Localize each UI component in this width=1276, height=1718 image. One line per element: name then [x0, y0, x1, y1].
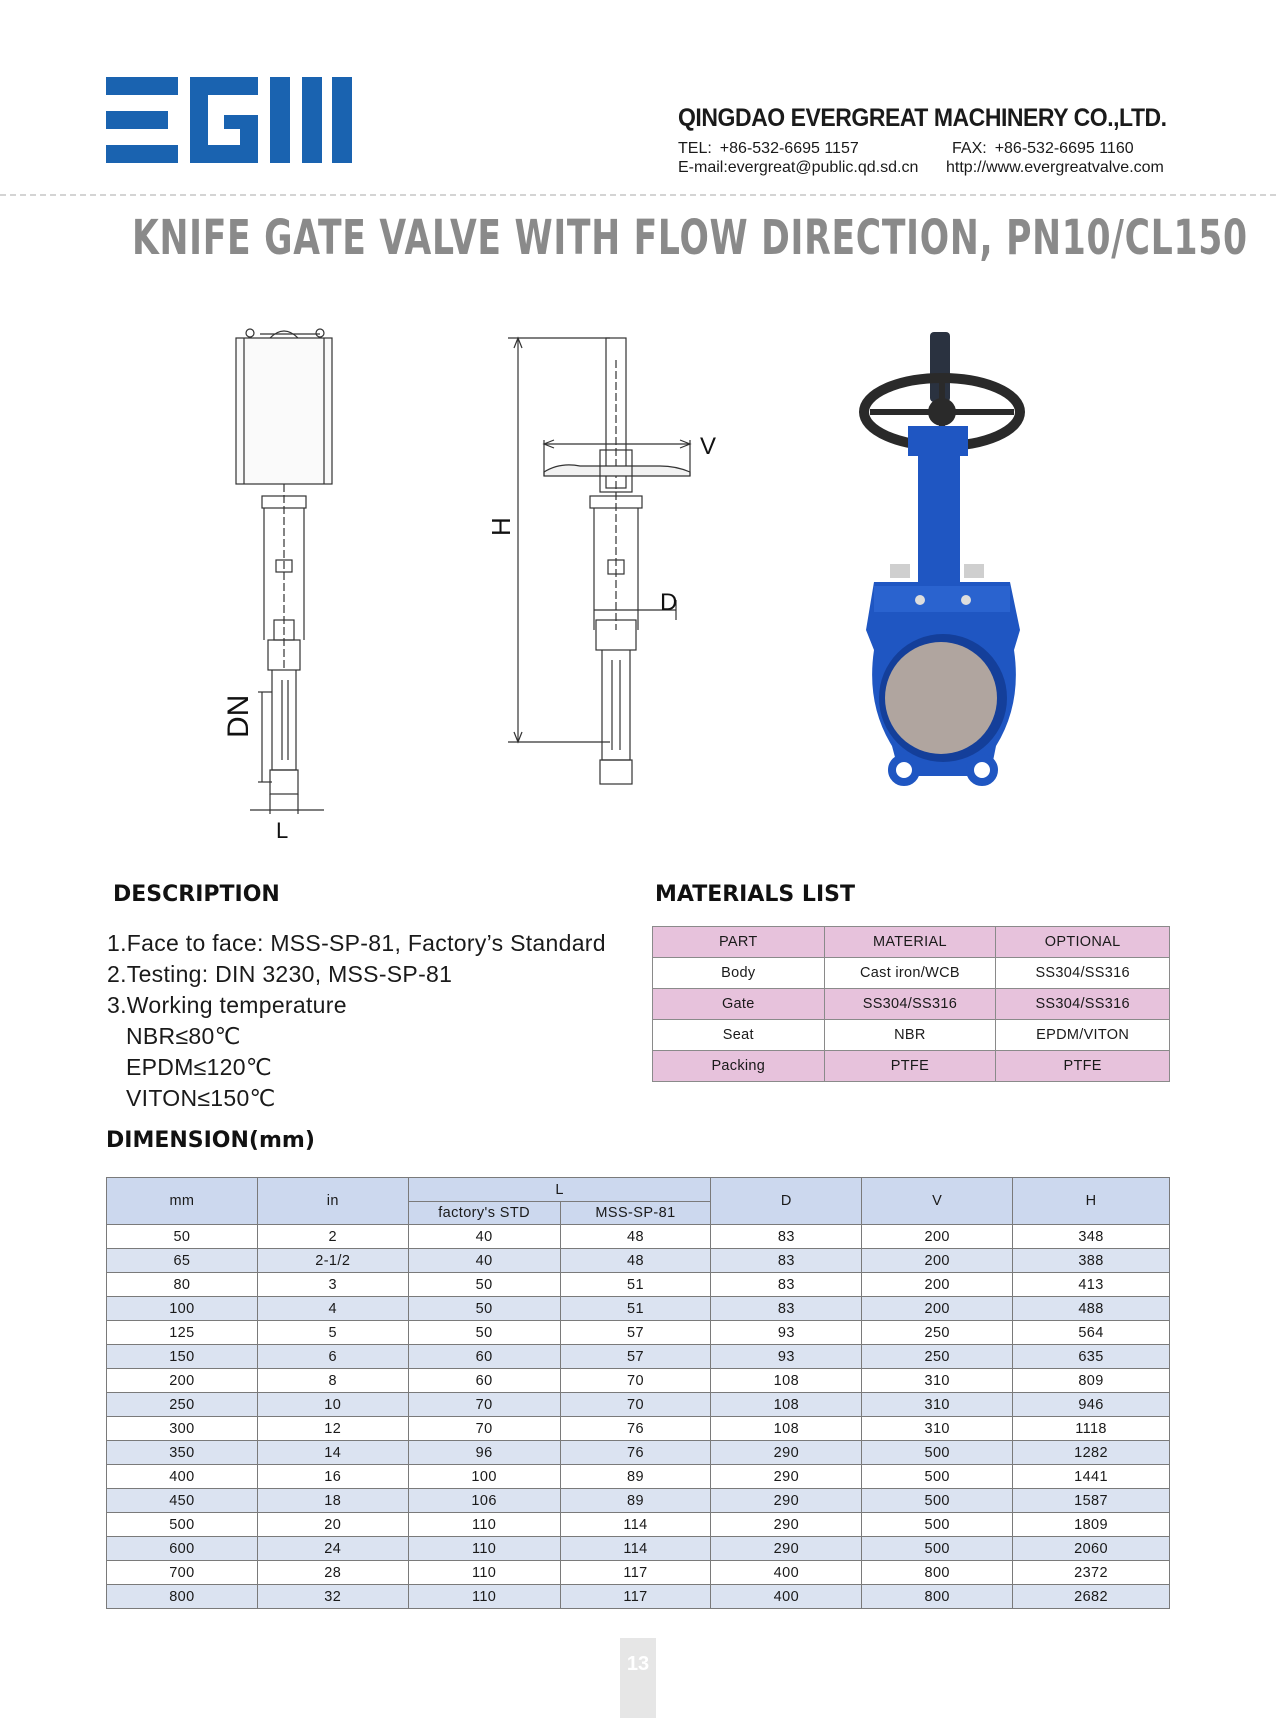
table-cell: EPDM/VITON — [996, 1020, 1170, 1051]
table-cell: 125 — [107, 1321, 258, 1345]
table-row — [107, 1513, 1170, 1537]
table-cell: 83 — [711, 1225, 862, 1249]
table-cell: 1587 — [1013, 1489, 1170, 1513]
table-cell: 100 — [408, 1465, 560, 1489]
table-cell: 51 — [560, 1297, 711, 1321]
table-cell: 310 — [862, 1369, 1013, 1393]
table-cell: 635 — [1013, 1345, 1170, 1369]
table-cell: 50 — [408, 1321, 560, 1345]
tel-number: +86-532-6695 1157 — [719, 140, 859, 157]
website-link[interactable]: http://www.evergreatvalve.com — [946, 159, 1164, 176]
materials-table — [652, 926, 1170, 1082]
header-cell: MATERIAL — [824, 927, 996, 958]
table-row — [107, 1441, 1170, 1465]
table-cell: 2 — [257, 1225, 408, 1249]
d-label: D — [660, 589, 678, 616]
table-cell: 93 — [711, 1321, 862, 1345]
table-cell: 8 — [257, 1369, 408, 1393]
table-cell: 48 — [560, 1249, 711, 1273]
table-cell: 500 — [107, 1513, 258, 1537]
dimension-table — [106, 1177, 1170, 1609]
table-cell: 28 — [257, 1561, 408, 1585]
table-cell: 12 — [257, 1417, 408, 1441]
table-cell: 1282 — [1013, 1441, 1170, 1465]
table-cell: 350 — [107, 1441, 258, 1465]
table-cell: 106 — [408, 1489, 560, 1513]
table-cell: 114 — [560, 1537, 711, 1561]
table-cell: 76 — [560, 1441, 711, 1465]
page-title: KNIFE GATE VALVE WITH FLOW DIRECTION, PN10/CL150 — [132, 210, 1248, 266]
table-cell: 51 — [560, 1273, 711, 1297]
description-line: EPDM≤120℃ — [126, 1054, 272, 1080]
table-cell: 200 — [862, 1273, 1013, 1297]
table-cell: 2372 — [1013, 1561, 1170, 1585]
table-cell: 290 — [711, 1513, 862, 1537]
table-cell: 50 — [408, 1273, 560, 1297]
table-cell: PTFE — [996, 1051, 1170, 1082]
table-cell: 110 — [408, 1585, 560, 1609]
h-label: H — [486, 517, 516, 536]
materials-heading: MATERIALS LIST — [655, 882, 855, 907]
table-cell: 310 — [862, 1417, 1013, 1441]
table-cell: 20 — [257, 1513, 408, 1537]
email-link[interactable]: E-mail:evergreat@public.qd.sd.cn — [678, 159, 919, 176]
description-line: 1.Face to face: MSS-SP-81, Factory’s Standard — [107, 930, 606, 956]
header-cell: in — [257, 1178, 408, 1225]
table-row — [107, 1393, 1170, 1417]
table-row — [107, 1537, 1170, 1561]
table-cell: 290 — [711, 1465, 862, 1489]
table-cell: 1441 — [1013, 1465, 1170, 1489]
table-cell: 2060 — [1013, 1537, 1170, 1561]
table-row — [107, 1465, 1170, 1489]
fax-line — [952, 140, 1134, 158]
table-cell: 16 — [257, 1465, 408, 1489]
table-cell: 57 — [560, 1345, 711, 1369]
v-label: V — [700, 433, 717, 460]
table-cell: 10 — [257, 1393, 408, 1417]
fax-label: FAX: — [952, 140, 987, 157]
table-cell: 500 — [862, 1465, 1013, 1489]
header-cell: mm — [107, 1178, 258, 1225]
table-cell: Seat — [653, 1020, 825, 1051]
table-cell: 50 — [408, 1297, 560, 1321]
table-cell: 500 — [862, 1441, 1013, 1465]
table-cell: 70 — [408, 1393, 560, 1417]
header-cell: H — [1013, 1178, 1170, 1225]
table-cell: 83 — [711, 1273, 862, 1297]
table-cell: 488 — [1013, 1297, 1170, 1321]
table-cell: NBR — [824, 1020, 996, 1051]
table-cell: 100 — [107, 1297, 258, 1321]
table-cell: 117 — [560, 1585, 711, 1609]
tel-line — [678, 140, 859, 158]
table-row — [107, 1489, 1170, 1513]
table-cell: 60 — [408, 1345, 560, 1369]
page-number: 13 — [620, 1638, 656, 1718]
company-logo — [106, 77, 352, 163]
fax-number: +86-532-6695 1160 — [994, 140, 1134, 157]
table-cell: 800 — [862, 1585, 1013, 1609]
table-cell: 400 — [711, 1561, 862, 1585]
table-cell: Gate — [653, 989, 825, 1020]
table-row — [107, 1369, 1170, 1393]
table-cell: 564 — [1013, 1321, 1170, 1345]
table-cell: 110 — [408, 1561, 560, 1585]
table-cell: 24 — [257, 1537, 408, 1561]
pneumatic-valve-drawing — [236, 329, 332, 814]
table-cell: 48 — [560, 1225, 711, 1249]
table-cell: 32 — [257, 1585, 408, 1609]
table-cell: 83 — [711, 1297, 862, 1321]
table-cell: 40 — [408, 1249, 560, 1273]
table-cell: 76 — [560, 1417, 711, 1441]
table-cell: 70 — [408, 1417, 560, 1441]
table-cell: 500 — [862, 1513, 1013, 1537]
table-row — [653, 1020, 1170, 1051]
table-row — [107, 1585, 1170, 1609]
description-heading: DESCRIPTION — [113, 882, 280, 907]
table-cell: SS304/SS316 — [996, 989, 1170, 1020]
table-row — [107, 1561, 1170, 1585]
tel-label: TEL: — [678, 140, 712, 157]
table-cell: PTFE — [824, 1051, 996, 1082]
table-cell: 93 — [711, 1345, 862, 1369]
table-cell: 1809 — [1013, 1513, 1170, 1537]
table-cell: SS304/SS316 — [996, 958, 1170, 989]
table-cell: 14 — [257, 1441, 408, 1465]
table-cell: 108 — [711, 1369, 862, 1393]
table-cell: 108 — [711, 1393, 862, 1417]
table-cell: 200 — [862, 1225, 1013, 1249]
table-cell: 57 — [560, 1321, 711, 1345]
dimension-heading: DIMENSION(mm) — [106, 1128, 315, 1153]
header-cell: MSS-SP-81 — [560, 1202, 711, 1225]
table-cell: 108 — [711, 1417, 862, 1441]
table-row — [653, 958, 1170, 989]
header-cell: OPTIONAL — [996, 927, 1170, 958]
table-cell: 110 — [408, 1537, 560, 1561]
header-cell: PART — [653, 927, 825, 958]
table-cell: 250 — [862, 1321, 1013, 1345]
table-row — [653, 1051, 1170, 1082]
table-cell: 18 — [257, 1489, 408, 1513]
table-cell: 50 — [107, 1225, 258, 1249]
table-cell: 290 — [711, 1489, 862, 1513]
table-cell: 150 — [107, 1345, 258, 1369]
table-cell: 60 — [408, 1369, 560, 1393]
table-cell: 5 — [257, 1321, 408, 1345]
table-cell: 600 — [107, 1537, 258, 1561]
description-line: 2.Testing: DIN 3230, MSS-SP-81 — [107, 961, 453, 987]
table-cell: 388 — [1013, 1249, 1170, 1273]
table-cell: 117 — [560, 1561, 711, 1585]
table-cell: 80 — [107, 1273, 258, 1297]
table-cell: 250 — [107, 1393, 258, 1417]
table-cell: 70 — [560, 1369, 711, 1393]
table-cell: 400 — [711, 1585, 862, 1609]
table-cell: 348 — [1013, 1225, 1170, 1249]
table-cell: 3 — [257, 1273, 408, 1297]
table-cell: 6 — [257, 1345, 408, 1369]
table-cell: Packing — [653, 1051, 825, 1082]
table-cell: 300 — [107, 1417, 258, 1441]
table-cell: 946 — [1013, 1393, 1170, 1417]
table-row — [653, 989, 1170, 1020]
description-line: VITON≤150℃ — [126, 1085, 276, 1111]
header-cell: D — [711, 1178, 862, 1225]
table-cell: 1118 — [1013, 1417, 1170, 1441]
table-header-row — [653, 927, 1170, 958]
table-row — [107, 1273, 1170, 1297]
description-line: NBR≤80℃ — [126, 1023, 241, 1049]
header-cell: factory's STD — [408, 1202, 560, 1225]
table-cell: 200 — [862, 1249, 1013, 1273]
table-cell: 40 — [408, 1225, 560, 1249]
table-cell: 89 — [560, 1465, 711, 1489]
dimension-table-body — [107, 1225, 1170, 1609]
table-cell: 4 — [257, 1297, 408, 1321]
table-cell: 310 — [862, 1393, 1013, 1417]
description-line: 3.Working temperature — [107, 992, 347, 1018]
table-row — [107, 1225, 1170, 1249]
header-cell: V — [862, 1178, 1013, 1225]
table-cell: 500 — [862, 1489, 1013, 1513]
table-cell: 96 — [408, 1441, 560, 1465]
header-divider — [0, 194, 1276, 196]
table-row — [107, 1321, 1170, 1345]
table-cell: 89 — [560, 1489, 711, 1513]
table-cell: 800 — [107, 1585, 258, 1609]
table-cell: 809 — [1013, 1369, 1170, 1393]
table-cell: 2682 — [1013, 1585, 1170, 1609]
table-cell: Body — [653, 958, 825, 989]
table-cell: 110 — [408, 1513, 560, 1537]
table-cell: 700 — [107, 1561, 258, 1585]
table-cell: 290 — [711, 1537, 862, 1561]
valve-product-photo — [864, 332, 1020, 782]
table-cell: 400 — [107, 1465, 258, 1489]
table-cell: 200 — [862, 1297, 1013, 1321]
table-cell: 500 — [862, 1537, 1013, 1561]
table-cell: SS304/SS316 — [824, 989, 996, 1020]
header-cell: L — [408, 1178, 711, 1202]
table-cell: 290 — [711, 1441, 862, 1465]
table-cell: 250 — [862, 1345, 1013, 1369]
table-cell: 450 — [107, 1489, 258, 1513]
table-cell: 200 — [107, 1369, 258, 1393]
handwheel-valve-drawing — [508, 338, 690, 784]
table-cell: 83 — [711, 1249, 862, 1273]
table-row — [107, 1345, 1170, 1369]
table-cell: 2-1/2 — [257, 1249, 408, 1273]
dn-label: DN — [222, 694, 255, 738]
table-header-row — [107, 1178, 1170, 1202]
table-cell: Cast iron/WCB — [824, 958, 996, 989]
table-cell: 65 — [107, 1249, 258, 1273]
valve-drawings — [0, 300, 1276, 860]
l-label: L — [276, 818, 289, 843]
table-cell: 800 — [862, 1561, 1013, 1585]
table-row — [107, 1249, 1170, 1273]
table-row — [107, 1297, 1170, 1321]
table-cell: 70 — [560, 1393, 711, 1417]
table-row — [107, 1417, 1170, 1441]
table-cell: 413 — [1013, 1273, 1170, 1297]
company-name: QINGDAO EVERGREAT MACHINERY CO.,LTD. — [678, 104, 1167, 132]
table-cell: 114 — [560, 1513, 711, 1537]
